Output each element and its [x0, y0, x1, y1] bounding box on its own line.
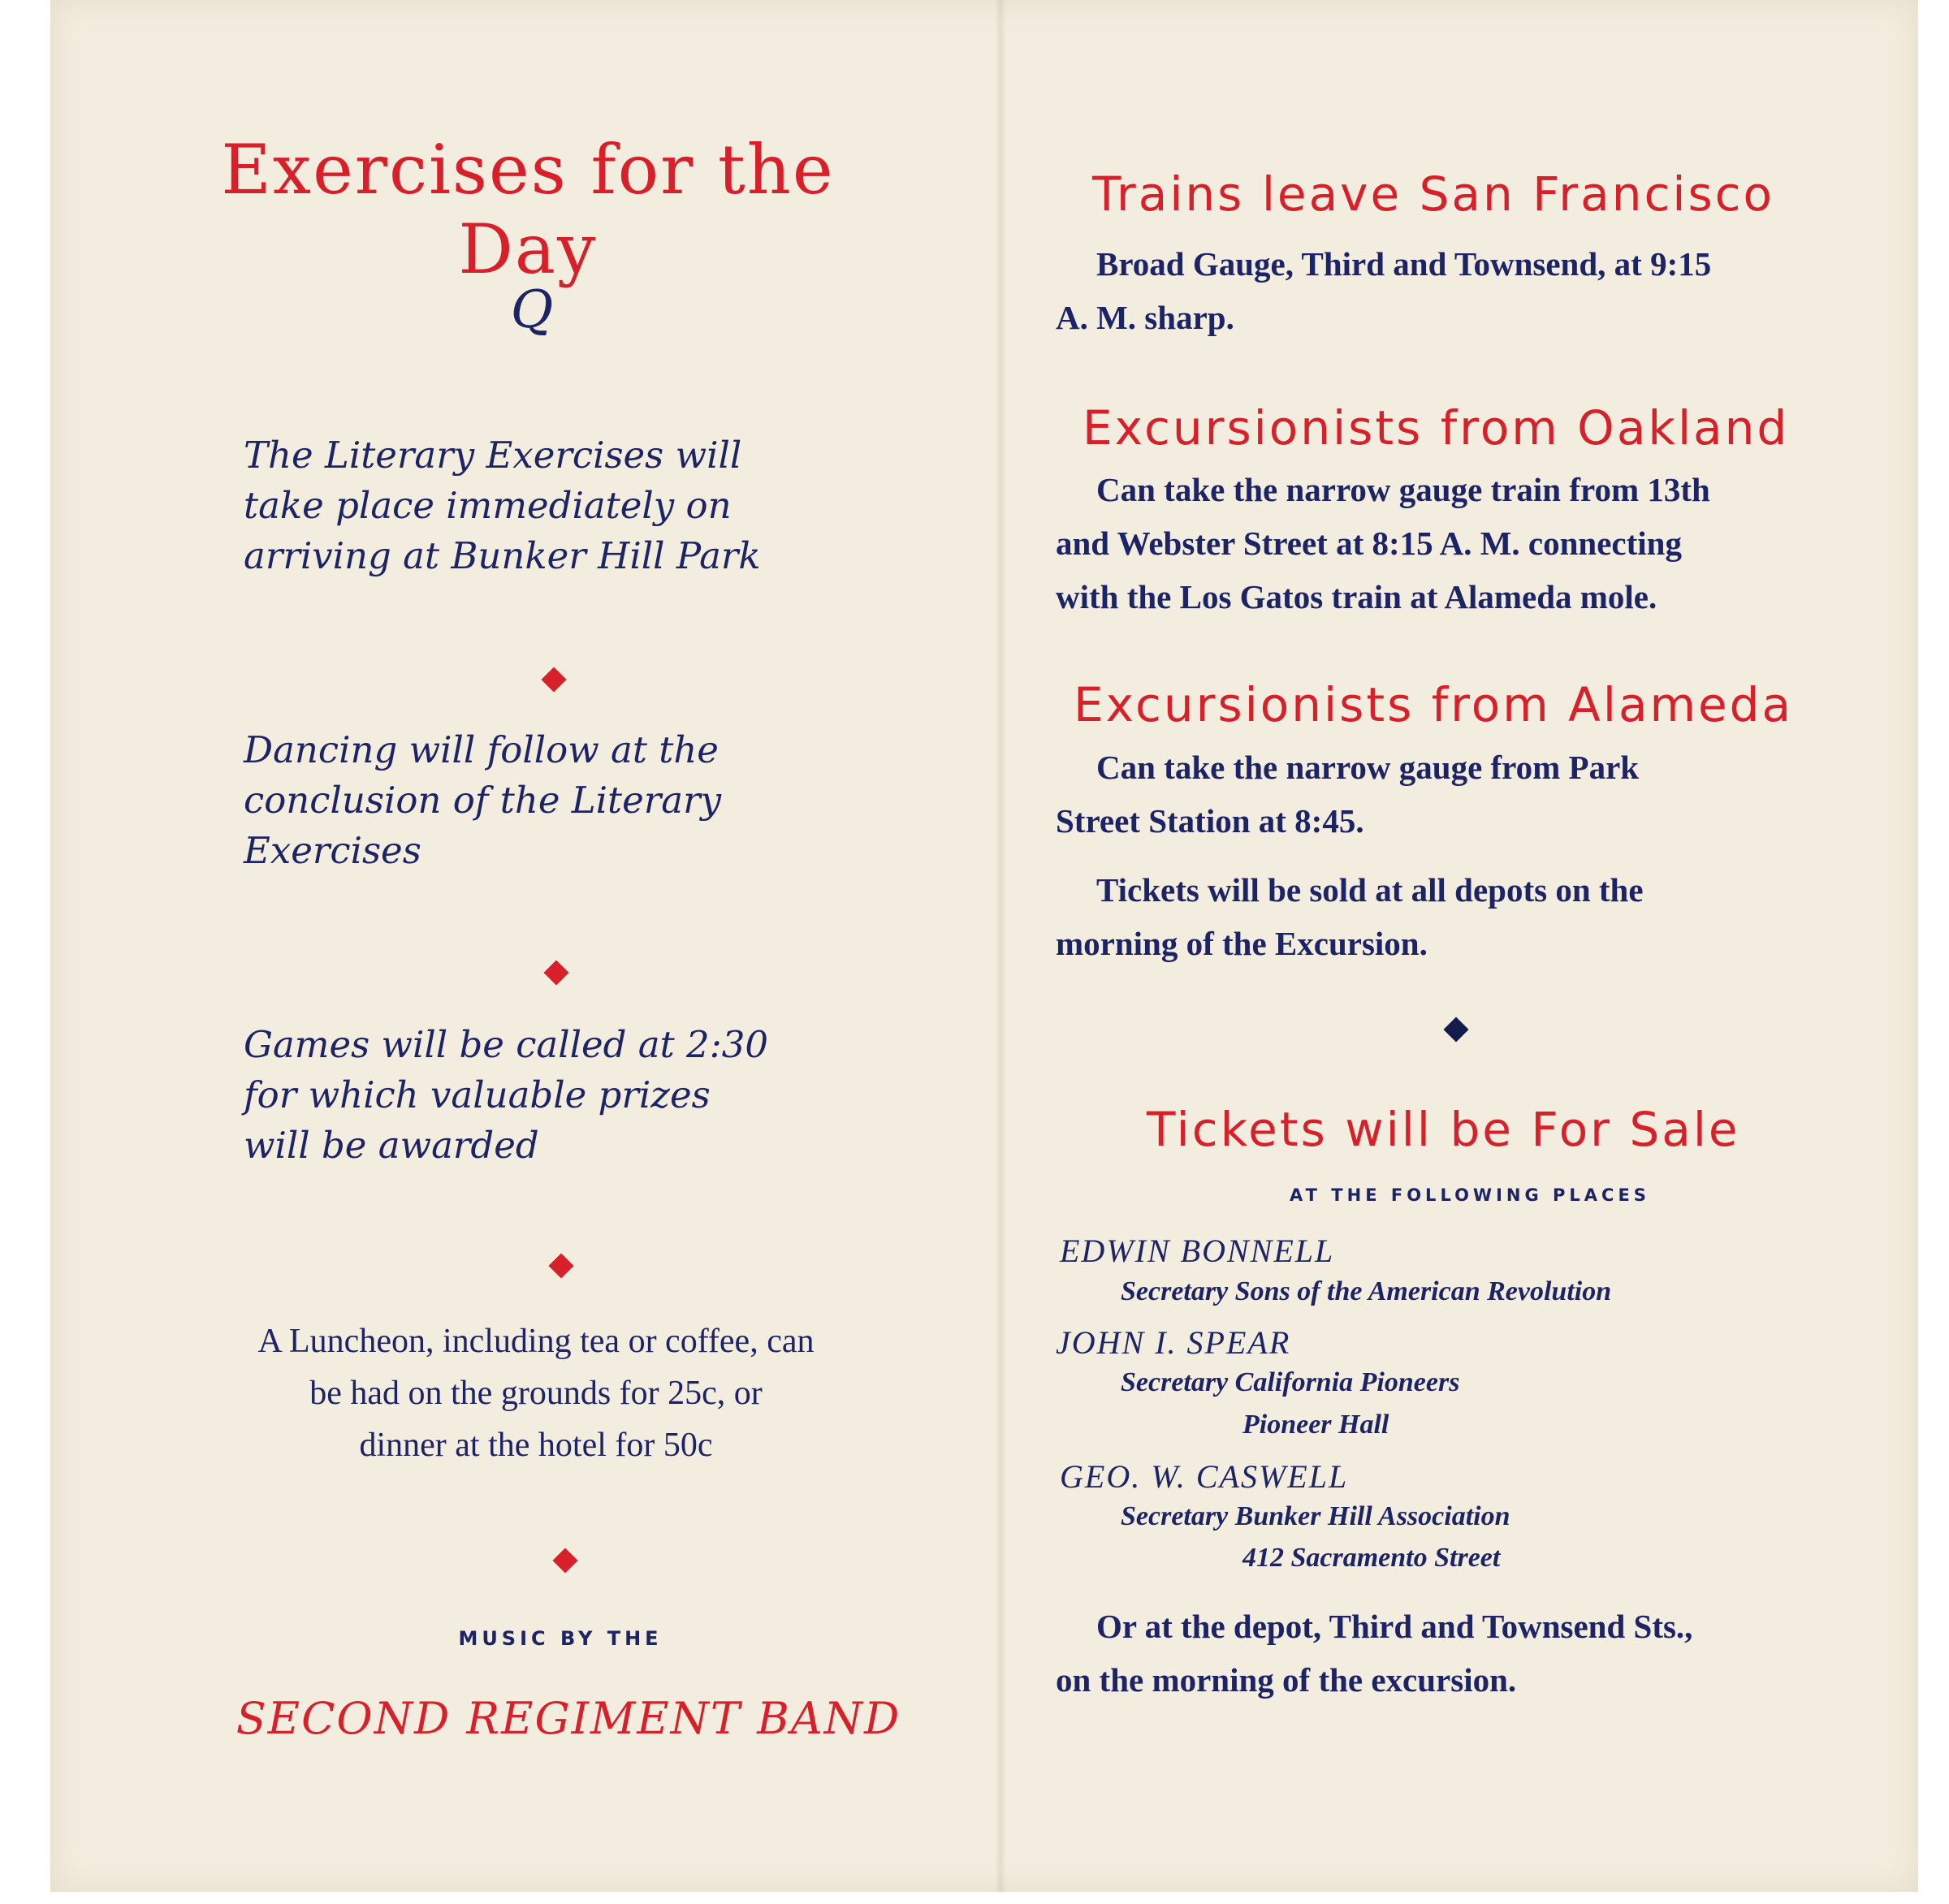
text-line: on the morning of the excursion.	[1056, 1661, 1517, 1699]
paragraph-line: dinner at the hotel for 50c	[359, 1427, 713, 1464]
oakland-heading: Excursionists from Oakland	[1083, 400, 1790, 455]
alameda-text	[1056, 740, 1853, 848]
text-line: Broad Gauge, Third and Townsend, at 9:15	[1096, 245, 1712, 283]
text-line: morning of the Excursion.	[1056, 925, 1428, 962]
oakland-text	[1056, 463, 1853, 624]
seller-name: EDWIN BONNELL	[1060, 1233, 1335, 1269]
seller-title: Secretary Bunker Hill Association	[1121, 1501, 1510, 1531]
paragraph-line: arriving at Bunker Hill Park	[244, 534, 761, 577]
literary-exercises-paragraph	[244, 430, 845, 581]
exercises-title: Exercises for the Day	[221, 130, 835, 289]
band-name: SECOND REGIMENT BAND	[236, 1693, 901, 1744]
dancing-paragraph	[244, 725, 845, 876]
text-line: Can take the narrow gauge from Park	[1096, 749, 1640, 786]
text-line: A. M. sharp.	[1056, 299, 1234, 336]
page-fold	[995, 0, 1006, 1892]
music-by-label: MUSIC BY THE	[458, 1627, 663, 1650]
text-line: with the Los Gatos train at Alameda mole.	[1056, 578, 1657, 615]
luncheon-paragraph	[154, 1315, 918, 1471]
depot-text	[1056, 1600, 1853, 1707]
paragraph-line: for which valuable prizes	[244, 1073, 711, 1116]
text-line: Or at the depot, Third and Townsend Sts.,	[1096, 1608, 1693, 1645]
trains-text	[1056, 237, 1853, 344]
games-paragraph	[244, 1020, 845, 1171]
paragraph-line: Dancing will follow at the	[244, 728, 719, 771]
paragraph-line: conclusion of the Literary	[244, 779, 722, 822]
text-line: Tickets will be sold at all depots on the	[1096, 871, 1644, 909]
seller-address: Pioneer Hall	[1242, 1410, 1389, 1440]
paragraph-line: The Literary Exercises will	[244, 434, 742, 477]
paragraph-line: Games will be called at 2:30	[244, 1023, 769, 1066]
paragraph-line: A Luncheon, including tea or coffee, can	[257, 1323, 815, 1360]
paragraph-line: take place immediately on	[244, 484, 732, 527]
seller-title: Secretary California Pioneers	[1121, 1367, 1460, 1397]
tickets-text	[1056, 863, 1853, 970]
seller-name: JOHN I. SPEAR	[1056, 1324, 1291, 1361]
seller-address: 412 Sacramento Street	[1242, 1543, 1501, 1573]
ornament-icon: Q	[510, 280, 554, 340]
paragraph-line: be had on the grounds for 25c, or	[309, 1375, 763, 1412]
seller-title: Secretary Sons of the American Revolution	[1121, 1276, 1612, 1306]
for-sale-heading: Tickets will be For Sale	[1147, 1102, 1740, 1157]
trains-heading: Trains leave San Francisco	[1092, 166, 1775, 222]
text-line: Can take the narrow gauge train from 13th	[1096, 471, 1710, 508]
alameda-heading: Excursionists from Alameda	[1074, 677, 1794, 732]
seller-name: GEO. W. CASWELL	[1060, 1458, 1349, 1495]
paragraph-line: will be awarded	[244, 1124, 539, 1167]
following-places-label: AT THE FOLLOWING PLACES	[1290, 1185, 1650, 1205]
text-line: and Webster Street at 8:15 A. M. connecting	[1056, 525, 1682, 562]
paragraph-line: Exercises	[244, 829, 421, 872]
text-line: Street Station at 8:45.	[1056, 802, 1364, 840]
